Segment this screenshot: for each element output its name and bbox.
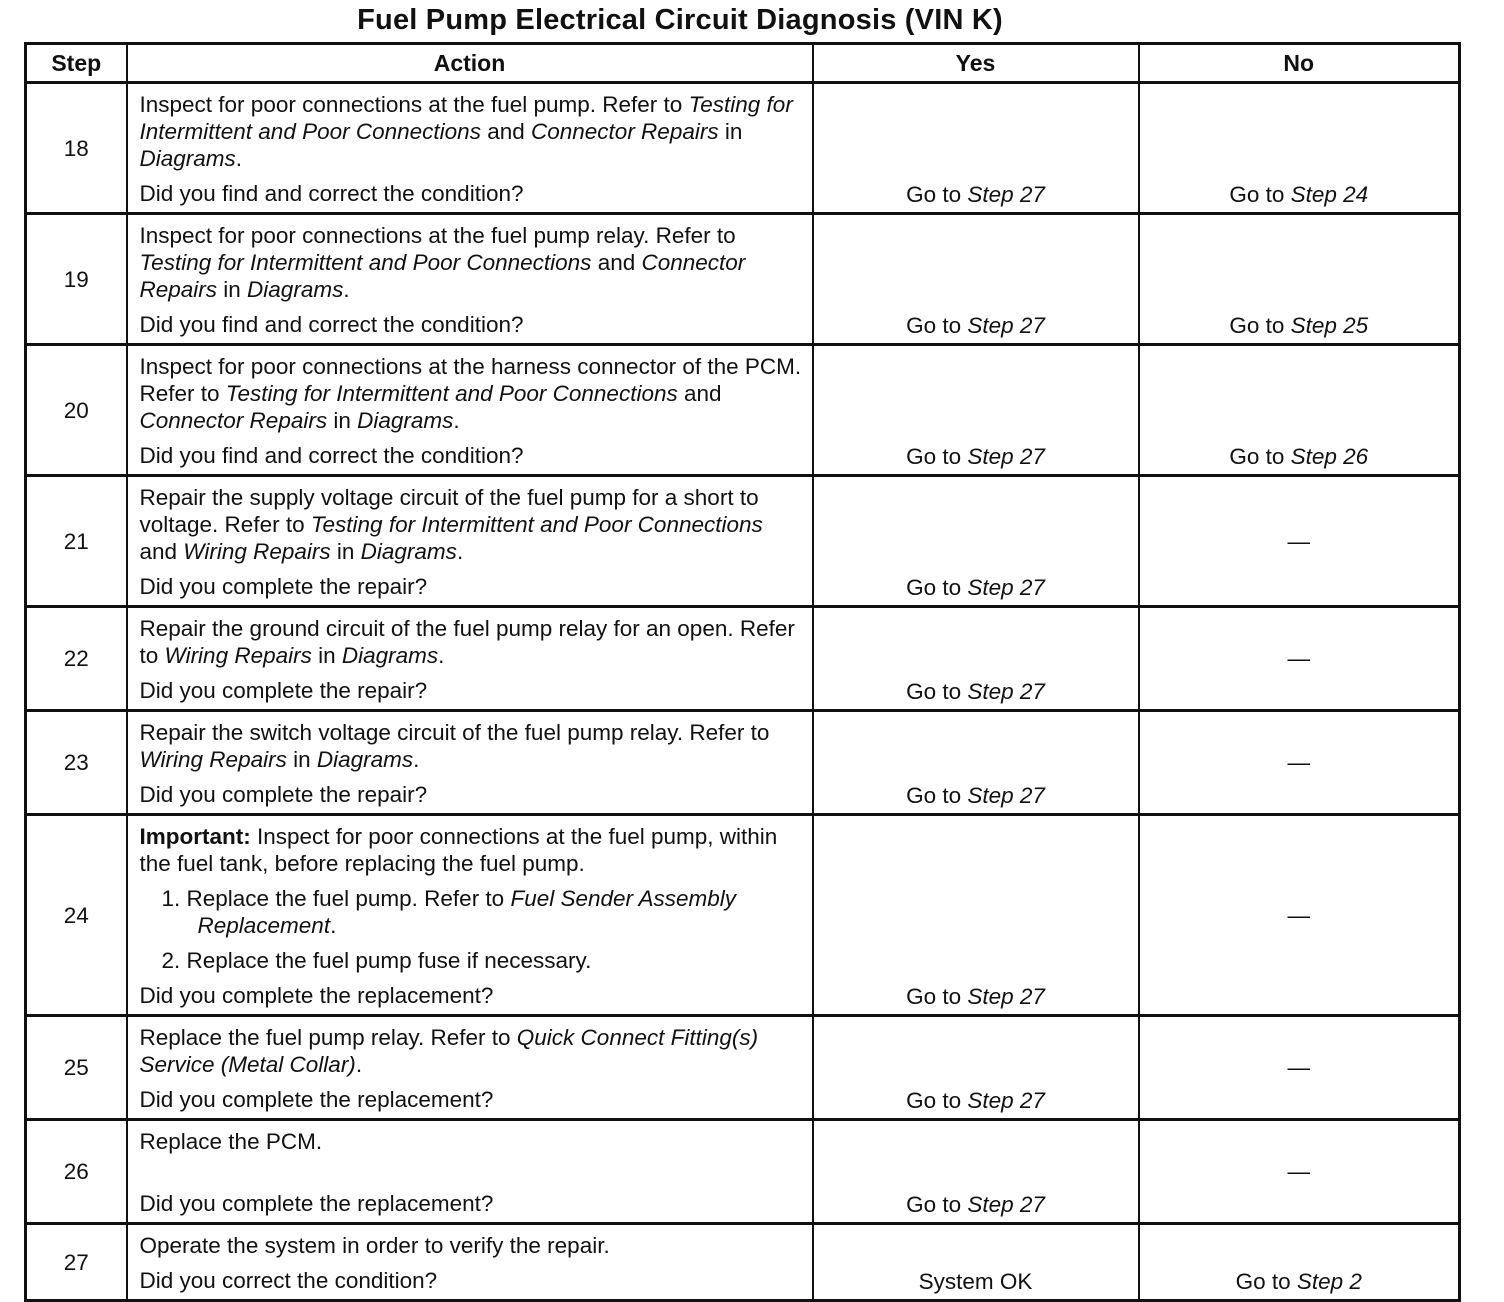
no-cell: Go to Step 25 bbox=[1139, 214, 1460, 345]
important-note: Important: Inspect for poor connections at the fuel pump, within the fuel tank, before replacing the fuel pump. bbox=[139, 824, 778, 876]
action-text: Replace the PCM. bbox=[139, 1129, 323, 1154]
table-row bbox=[26, 83, 1460, 214]
table-row bbox=[26, 1120, 1460, 1224]
action-question: Did you complete the replacement? bbox=[139, 983, 494, 1008]
action-cell bbox=[127, 345, 813, 476]
yes-cell: Go to Step 27 bbox=[813, 607, 1139, 711]
step-number: 24 bbox=[26, 815, 127, 1016]
step-number: 27 bbox=[26, 1224, 127, 1301]
action-cell bbox=[127, 83, 813, 214]
action-question: Did you complete the repair? bbox=[139, 782, 428, 807]
no-cell: — bbox=[1139, 711, 1460, 815]
step-number: 18 bbox=[26, 83, 127, 214]
yes-cell: Go to Step 27 bbox=[813, 214, 1139, 345]
action-text: Repair the supply voltage circuit of the fuel pump for a short to voltage. Refer to Testing for Intermittent and Poor Connections and Wiring Repairs in Diagrams. bbox=[139, 485, 763, 564]
no-cell: — bbox=[1139, 815, 1460, 1016]
step-number: 26 bbox=[26, 1120, 127, 1224]
action-question: Did you complete the repair? bbox=[139, 574, 428, 599]
no-cell: Go to Step 26 bbox=[1139, 345, 1460, 476]
table-row bbox=[26, 1016, 1460, 1120]
action-cell bbox=[127, 1120, 813, 1224]
action-question: Did you find and correct the condition? bbox=[139, 443, 524, 468]
no-cell: — bbox=[1139, 1016, 1460, 1120]
step-number: 21 bbox=[26, 476, 127, 607]
yes-cell: Go to Step 27 bbox=[813, 476, 1139, 607]
action-cell bbox=[127, 1016, 813, 1120]
action-cell bbox=[127, 607, 813, 711]
no-cell: Go to Step 2 bbox=[1139, 1224, 1460, 1301]
action-question: Did you complete the replacement? bbox=[139, 1087, 494, 1112]
header-yes: Yes bbox=[813, 44, 1139, 83]
yes-cell: Go to Step 27 bbox=[813, 345, 1139, 476]
yes-cell: Go to Step 27 bbox=[813, 83, 1139, 214]
action-text: Inspect for poor connections at the fuel pump relay. Refer to Testing for Intermittent and Poor Connections and Connector Repairs in Diagrams. bbox=[139, 223, 746, 302]
header-step: Step bbox=[26, 44, 127, 83]
no-cell: Go to Step 24 bbox=[1139, 83, 1460, 214]
action-text: Inspect for poor connections at the harness connector of the PCM. Refer to Testing for Intermittent and Poor Connections and Connector Repairs in Diagrams. bbox=[139, 354, 802, 433]
action-text: Replace the fuel pump relay. Refer to Quick Connect Fitting(s) Service (Metal Collar). bbox=[139, 1025, 759, 1077]
header-action: Action bbox=[127, 44, 813, 83]
action-cell bbox=[127, 1224, 813, 1301]
action-question: Did you find and correct the condition? bbox=[139, 312, 524, 337]
action-text: Inspect for poor connections at the fuel pump. Refer to Testing for Intermittent and Poor Connections and Connector Repairs in Diagrams. bbox=[139, 92, 793, 171]
action-cell bbox=[127, 711, 813, 815]
action-text: Repair the ground circuit of the fuel pump relay for an open. Refer to Wiring Repairs in Diagrams. bbox=[139, 616, 795, 668]
yes-cell: Go to Step 27 bbox=[813, 711, 1139, 815]
action-cell bbox=[127, 214, 813, 345]
diagnosis-table bbox=[24, 42, 1461, 1302]
step-number: 25 bbox=[26, 1016, 127, 1120]
no-cell: — bbox=[1139, 476, 1460, 607]
table-row bbox=[26, 607, 1460, 711]
table-row bbox=[26, 345, 1460, 476]
action-question: Did you complete the repair? bbox=[139, 678, 428, 703]
action-cell bbox=[127, 476, 813, 607]
action-cell bbox=[127, 815, 813, 1016]
header-no: No bbox=[1139, 44, 1460, 83]
yes-cell: Go to Step 27 bbox=[813, 1016, 1139, 1120]
step-number: 23 bbox=[26, 711, 127, 815]
table-row bbox=[26, 711, 1460, 815]
action-question: Did you find and correct the condition? bbox=[139, 181, 524, 206]
step-number: 20 bbox=[26, 345, 127, 476]
table-row bbox=[26, 1224, 1460, 1301]
table-row bbox=[26, 815, 1460, 1016]
list-item: 2. Replace the fuel pump fuse if necessary. bbox=[161, 948, 592, 973]
table-row bbox=[26, 214, 1460, 345]
action-text: Operate the system in order to verify the repair. bbox=[139, 1233, 610, 1258]
action-text: Repair the switch voltage circuit of the fuel pump relay. Refer to Wiring Repairs in Diagrams. bbox=[139, 720, 770, 772]
table-row bbox=[26, 476, 1460, 607]
list-item: 1. Replace the fuel pump. Refer to Fuel Sender Assembly Replacement. bbox=[161, 886, 736, 938]
yes-cell: Go to Step 27 bbox=[813, 815, 1139, 1016]
yes-cell: Go to Step 27 bbox=[813, 1120, 1139, 1224]
page-title: Fuel Pump Electrical Circuit Diagnosis (VIN K) bbox=[357, 4, 1003, 36]
yes-cell: System OK bbox=[813, 1224, 1139, 1301]
action-question: Did you complete the replacement? bbox=[139, 1191, 494, 1216]
step-number: 22 bbox=[26, 607, 127, 711]
no-cell: — bbox=[1139, 1120, 1460, 1224]
step-number: 19 bbox=[26, 214, 127, 345]
action-question: Did you correct the condition? bbox=[139, 1268, 438, 1293]
table-header-row bbox=[26, 44, 1460, 83]
no-cell: — bbox=[1139, 607, 1460, 711]
